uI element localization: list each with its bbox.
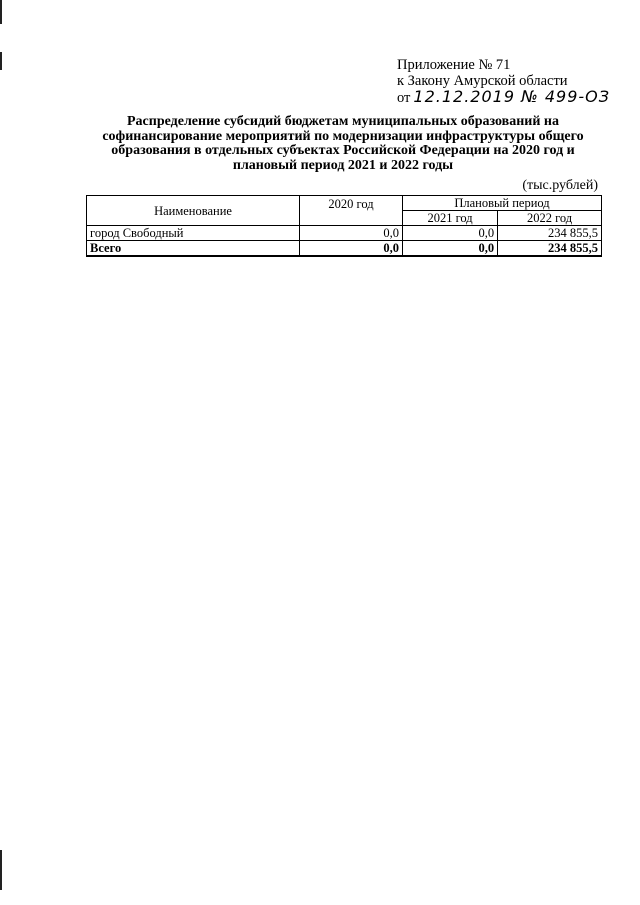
row-value-2022: 234 855,5: [498, 226, 602, 241]
table-header-row: [87, 196, 602, 211]
appendix-date-line: [397, 89, 610, 106]
units-label: (тыс.рублей): [522, 178, 598, 193]
header-planned-period: Плановый период: [403, 196, 602, 211]
row-name: город Свободный: [87, 226, 300, 241]
date-prefix: от: [397, 90, 411, 106]
total-row: [87, 241, 602, 257]
appendix-number: Приложение № 71: [397, 57, 511, 73]
row-value-2021: 0,0: [403, 226, 498, 241]
header-year-2022: 2022 год: [498, 211, 602, 226]
table-row: [87, 226, 602, 241]
total-value-2021: 0,0: [403, 241, 498, 257]
appendix-law: к Закону Амурской области: [397, 73, 568, 89]
scan-edge-mark: [0, 0, 2, 24]
scan-edge-mark: [0, 52, 2, 70]
total-value-2020: 0,0: [300, 241, 403, 257]
header-name: Наименование: [87, 196, 300, 226]
header-year-2021: 2021 год: [403, 211, 498, 226]
total-value-2022: 234 855,5: [498, 241, 602, 257]
appendix-header: [397, 57, 610, 106]
total-label: Всего: [87, 241, 300, 257]
handwritten-date-number: 12.12.2019 № 499-ОЗ: [413, 87, 610, 106]
document-title: Распределение субсидий бюджетам муниципальных образований на софинансирование мероприятий по модернизации инфраструктуры общего образования в отдельных субъектах Российской Федерации на 2020 год и плановый период 2021 и 2022 годы: [102, 114, 584, 173]
scan-edge-mark: [0, 850, 2, 890]
header-year-2020: 2020 год: [300, 196, 403, 226]
row-value-2020: 0,0: [300, 226, 403, 241]
subsidy-distribution-table: [86, 195, 602, 257]
